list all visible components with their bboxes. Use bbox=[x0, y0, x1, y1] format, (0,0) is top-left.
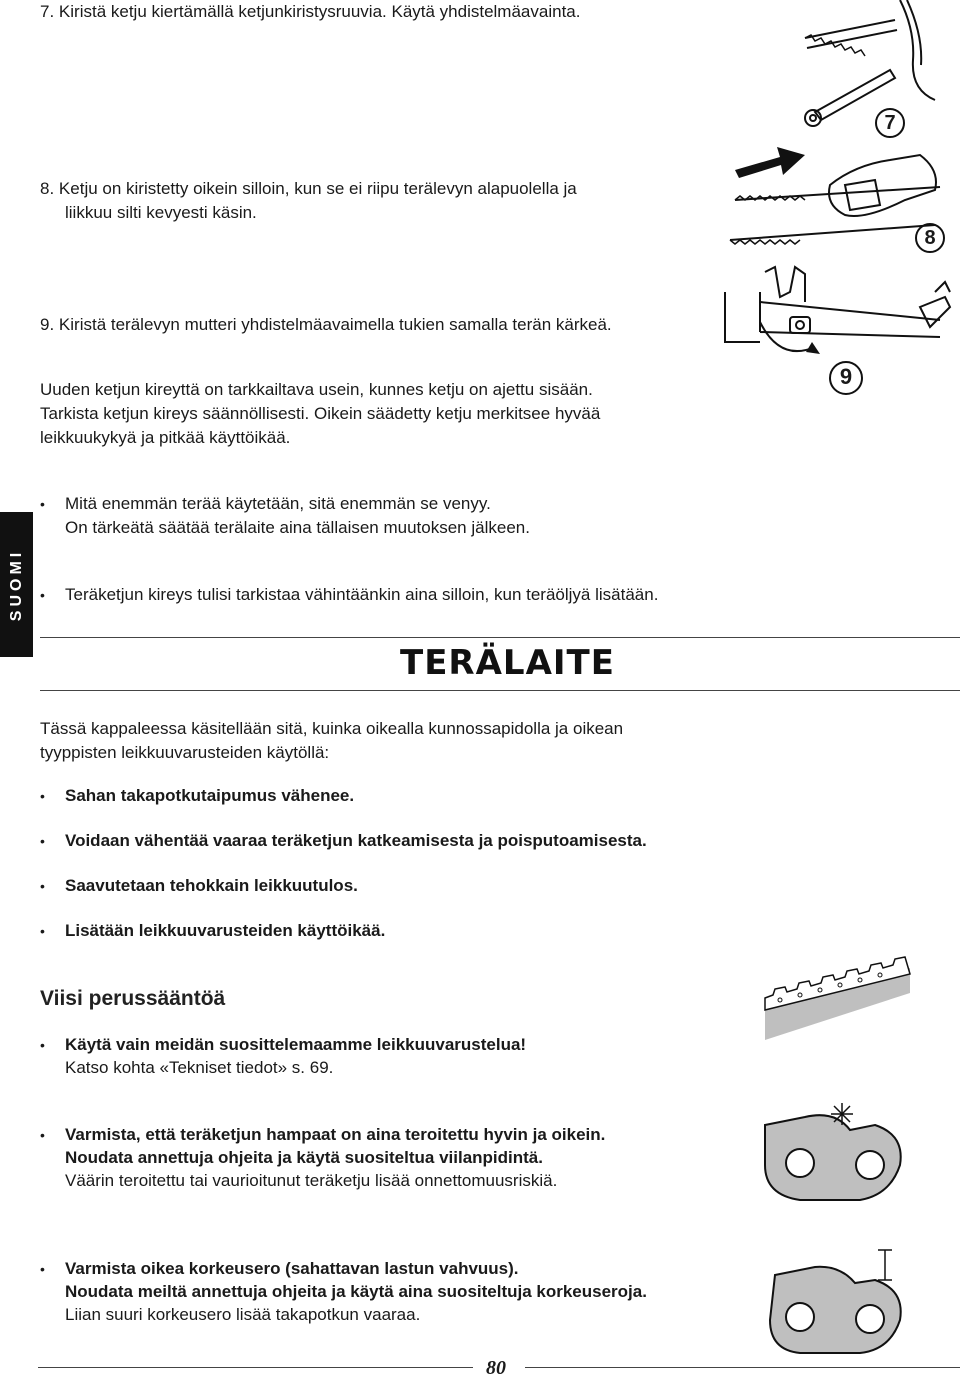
step-8-line1 bbox=[40, 177, 577, 201]
bullet-marker: • bbox=[40, 496, 45, 512]
step-8-line2: liikkuu silti kevyesti käsin. bbox=[65, 203, 257, 222]
language-tab-label: SUOMI bbox=[7, 548, 25, 621]
bullet-top-2: Teräketjun kireys tulisi tarkistaa vähintäänkin aina silloin, kun teräöljyä lisätään. bbox=[65, 585, 659, 604]
figure-8-label: 8 bbox=[924, 227, 936, 249]
figure-7-label: 7 bbox=[884, 112, 896, 134]
cutter-sharpness-illustration bbox=[760, 1095, 910, 1205]
bullet-marker: • bbox=[40, 878, 45, 894]
bullet-top-1-line2: On tärkeätä säätää terälaite aina tällaisen muutoksen jälkeen. bbox=[65, 518, 530, 537]
footer-rule-left bbox=[38, 1367, 473, 1368]
figure-7-illustration bbox=[795, 0, 945, 140]
chain-illustration bbox=[760, 968, 915, 1043]
bullet-marker: • bbox=[40, 1037, 45, 1053]
bullet-marker: • bbox=[40, 587, 45, 603]
section-rule-top bbox=[40, 637, 960, 638]
step-8-number: 8. bbox=[40, 179, 55, 198]
rule-1-normal: Katso kohta «Tekniset tiedot» s. 69. bbox=[65, 1058, 334, 1077]
rule-2-bold-1: Varmista, että teräketjun hampaat on aina teroitettu hyvin ja oikein. bbox=[65, 1125, 606, 1144]
figure-9-illustration bbox=[720, 262, 955, 367]
section-title: TERÄLAITE bbox=[400, 643, 615, 683]
step-8-text: Ketju on kiristetty oikein silloin, kun se ei riipu terälevyn alapuolella ja bbox=[58, 179, 577, 198]
bullet-marker: • bbox=[40, 923, 45, 939]
note-line-3: leikkuukykyä ja pitkää käyttöikää. bbox=[40, 428, 291, 447]
note-line-2: Tarkista ketjun kireys säännöllisesti. Oikein säädetty ketju merkitsee hyvää bbox=[40, 404, 601, 423]
rule-1-bold: Käytä vain meidän suosittelemaamme leikkuuvarustelua! bbox=[65, 1035, 527, 1054]
step-9 bbox=[40, 313, 612, 337]
step-9-text: Kiristä terälevyn mutteri yhdistelmäavaimella tukien samalla terän kärkeä. bbox=[58, 315, 612, 334]
bullet-marker: • bbox=[40, 1127, 45, 1143]
benefit-item: Sahan takapotkutaipumus vähenee. bbox=[65, 786, 355, 805]
page-number: 80 bbox=[486, 1357, 506, 1379]
bullet-marker: • bbox=[40, 833, 45, 849]
step-7-text: Kiristä ketju kiertämällä ketjunkiristysruuvia. Käytä yhdistelmäavainta. bbox=[58, 2, 581, 21]
benefit-item: Saavutetaan tehokkain leikkuutulos. bbox=[65, 876, 358, 895]
section-rule-bottom bbox=[40, 690, 960, 691]
bullet-top-1-line1: Mitä enemmän terää käytetään, sitä enemmän se venyy. bbox=[65, 494, 491, 513]
language-tab bbox=[0, 512, 33, 657]
figure-9-label: 9 bbox=[839, 364, 853, 389]
step-7-number: 7. bbox=[40, 2, 55, 21]
intro-line-2: tyyppisten leikkuuvarusteiden käytöllä: bbox=[40, 743, 330, 762]
note-line-1: Uuden ketjun kireyttä on tarkkailtava usein, kunnes ketju on ajettu sisään. bbox=[40, 380, 593, 399]
step-9-number: 9. bbox=[40, 315, 55, 334]
rule-2-bold-2: Noudata annettuja ohjeita ja käytä suositeltua viilanpidintä. bbox=[65, 1148, 543, 1167]
depth-gauge-illustration bbox=[760, 1245, 910, 1355]
rule-3-bold-2: Noudata meiltä annettuja ohjeita ja käytä aina suositeltuja korkeuseroja. bbox=[65, 1282, 647, 1301]
footer-rule-right bbox=[525, 1367, 960, 1368]
subheading: Viisi perussääntöä bbox=[40, 987, 226, 1010]
rule-3-bold-1: Varmista oikea korkeusero (sahattavan lastun vahvuus). bbox=[65, 1259, 519, 1278]
rule-3-normal: Liian suuri korkeusero lisää takapotkun vaaraa. bbox=[65, 1305, 421, 1324]
bullet-marker: • bbox=[40, 788, 45, 804]
rule-2-normal: Väärin teroitettu tai vaurioitunut teräketju lisää onnettomuusriskiä. bbox=[65, 1171, 558, 1190]
step-7 bbox=[40, 0, 580, 24]
bullet-marker: • bbox=[40, 1261, 45, 1277]
intro-line-1: Tässä kappaleessa käsitellään sitä, kuinka oikealla kunnossapidolla ja oikean bbox=[40, 719, 624, 738]
benefit-item: Lisätään leikkuuvarusteiden käyttöikää. bbox=[65, 921, 386, 940]
benefit-item: Voidaan vähentää vaaraa teräketjun katkeamisesta ja poisputoamisesta. bbox=[65, 831, 647, 850]
